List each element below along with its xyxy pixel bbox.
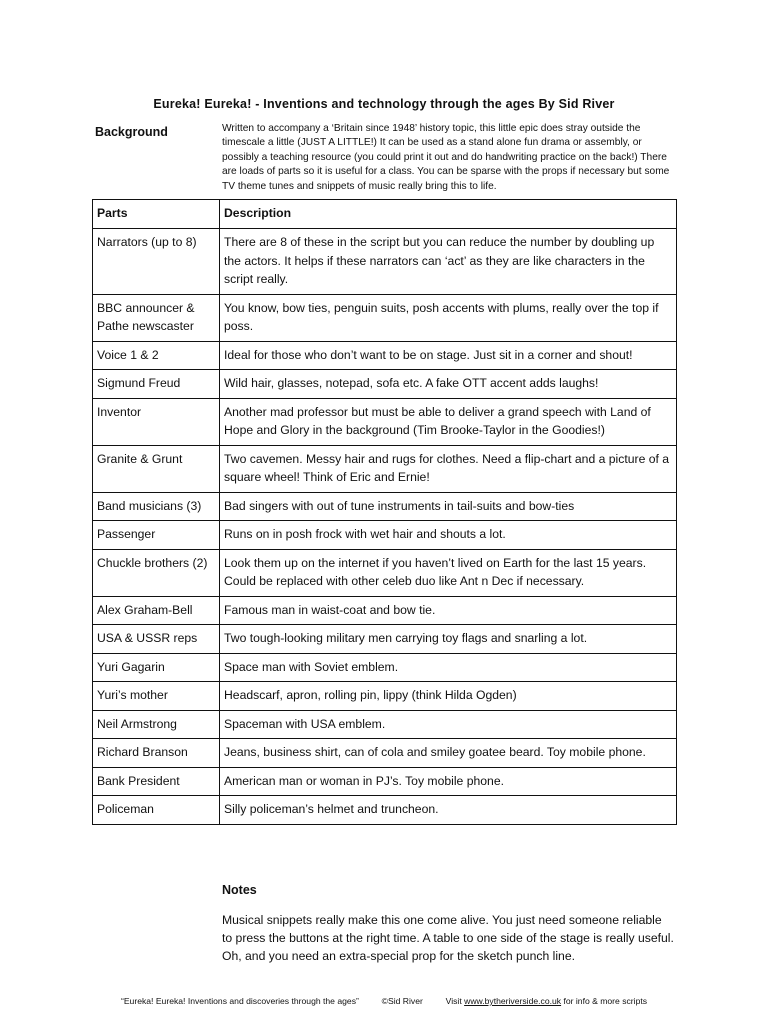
part-name-cell: BBC announcer & Pathe newscaster [93, 294, 220, 341]
part-description-cell: There are 8 of these in the script but you can reduce the number by doubling up the actors. It helps if these narrators can ‘act’ as they are like characters in the script really. [220, 229, 677, 295]
table-row [93, 445, 677, 492]
part-description-cell: Look them up on the internet if you haven’t lived on Earth for the last 15 years. Could be replaced with other celeb duo like Ant n Dec if necessary. [220, 549, 677, 596]
part-description-cell: Wild hair, glasses, notepad, sofa etc. A fake OTT accent adds laughs! [220, 370, 677, 399]
table-row [93, 682, 677, 711]
table-row [93, 796, 677, 825]
part-description-cell: American man or woman in PJ’s. Toy mobile phone. [220, 767, 677, 796]
part-name-cell: Alex Graham-Bell [93, 596, 220, 625]
parts-table-body [93, 229, 677, 825]
part-description-cell: Spaceman with USA emblem. [220, 710, 677, 739]
part-name-cell: Granite & Grunt [93, 445, 220, 492]
footer-suffix: for info & more scripts [561, 996, 648, 1006]
footer-visit: Visit [445, 996, 462, 1006]
table-row [93, 767, 677, 796]
part-description-cell: You know, bow ties, penguin suits, posh accents with plums, really over the top if poss. [220, 294, 677, 341]
background-label: Background [95, 125, 168, 139]
table-row [93, 596, 677, 625]
table-row [93, 398, 677, 445]
part-description-cell: Another mad professor but must be able to deliver a grand speech with Land of Hope and Glory in the background (Tim Brooke-Taylor in the Goodies!) [220, 398, 677, 445]
document-title: Eureka! Eureka! - Inventions and technology through the ages By Sid River [153, 97, 615, 111]
part-name-cell: Narrators (up to 8) [93, 229, 220, 295]
part-name-cell: Passenger [93, 521, 220, 550]
part-description-cell: Two tough-looking military men carrying toy flags and snarling a lot. [220, 625, 677, 654]
part-name-cell: Bank President [93, 767, 220, 796]
table-row [93, 710, 677, 739]
table-row [93, 492, 677, 521]
parts-table [92, 199, 677, 825]
part-name-cell: Chuckle brothers (2) [93, 549, 220, 596]
table-row [93, 341, 677, 370]
footer-copyright: ©Sid River [381, 996, 423, 1006]
part-name-cell: Voice 1 & 2 [93, 341, 220, 370]
part-description-cell: Runs on in posh frock with wet hair and shouts a lot. [220, 521, 677, 550]
part-name-cell: Sigmund Freud [93, 370, 220, 399]
part-name-cell: Yuri’s mother [93, 682, 220, 711]
part-name-cell: Band musicians (3) [93, 492, 220, 521]
table-row [93, 294, 677, 341]
page-footer [0, 996, 768, 1006]
part-description-cell: Space man with Soviet emblem. [220, 653, 677, 682]
table-row [93, 370, 677, 399]
footer-website-link[interactable]: www.bytheriverside.co.uk [464, 996, 562, 1006]
part-description-cell: Famous man in waist-coat and bow tie. [220, 596, 677, 625]
part-name-cell: Policeman [93, 796, 220, 825]
background-text: Written to accompany a ‘Britain since 1948’ history topic, this little epic does stray outside the timescale a little (JUST A LITTLE!) It can be used as a stand alone fun drama or assembly, or possibly a teaching resource (you could print it out and do handwriting practice on the back!) There are loads of parts so it is useful for a class. You can be sparse with the props if necessary but some TV theme tunes and snippets of music really bring this to life. [222, 123, 670, 192]
part-description-cell: Silly policeman’s helmet and truncheon. [220, 796, 677, 825]
part-description-cell: Two cavemen. Messy hair and rugs for clothes. Need a flip-chart and a picture of a square wheel! Think of Eric and Ernie! [220, 445, 677, 492]
part-name-cell: Richard Branson [93, 739, 220, 768]
header-parts: Parts [93, 200, 220, 229]
notes-heading: Notes [222, 883, 257, 897]
table-row [93, 229, 677, 295]
part-description-cell: Jeans, business shirt, can of cola and smiley goatee beard. Toy mobile phone. [220, 739, 677, 768]
part-description-cell: Headscarf, apron, rolling pin, lippy (think Hilda Ogden) [220, 682, 677, 711]
table-row [93, 625, 677, 654]
part-name-cell: Neil Armstrong [93, 710, 220, 739]
part-description-cell: Bad singers with out of tune instruments in tail-suits and bow-ties [220, 492, 677, 521]
table-header-row [93, 200, 677, 229]
part-name-cell: Yuri Gagarin [93, 653, 220, 682]
table-row [93, 739, 677, 768]
part-name-cell: Inventor [93, 398, 220, 445]
part-description-cell: Ideal for those who don’t want to be on stage. Just sit in a corner and shout! [220, 341, 677, 370]
notes-text: Musical snippets really make this one come alive. You just need someone reliable to press the buttons at the right time. A table to one side of the stage is really useful. Oh, and you need an extra-special prop for the sketch punch line. [222, 913, 674, 964]
header-description: Description [220, 200, 677, 229]
table-row [93, 653, 677, 682]
footer-title: “Eureka! Eureka! Inventions and discoveries through the ages” [120, 996, 359, 1006]
table-row [93, 549, 677, 596]
part-name-cell: USA & USSR reps [93, 625, 220, 654]
table-row [93, 521, 677, 550]
